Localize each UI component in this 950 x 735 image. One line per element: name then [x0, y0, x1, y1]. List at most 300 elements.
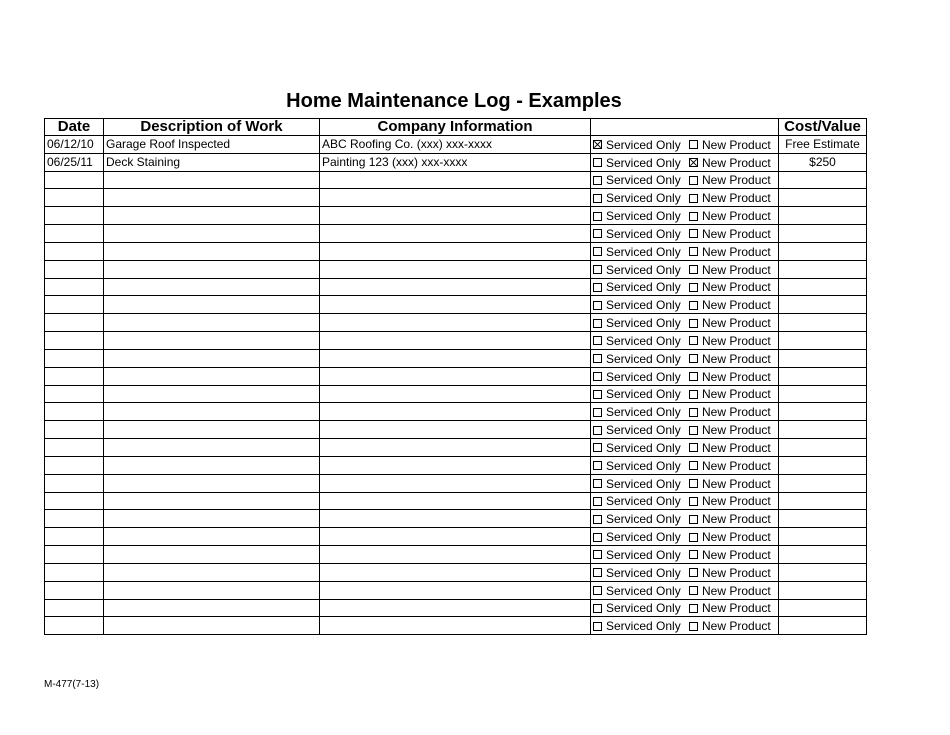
serviced-only-checkbox[interactable] [593, 515, 602, 524]
form-code: M-477(7-13) [44, 679, 100, 690]
new-product-checkbox[interactable] [689, 443, 698, 452]
serviced-only-option [593, 440, 689, 456]
new-product-option [689, 547, 771, 563]
serviced-only-checkbox[interactable] [593, 479, 602, 488]
table-row [45, 171, 867, 189]
date-cell[interactable] [45, 189, 104, 207]
serviced-only-label: Serviced Only [606, 512, 681, 527]
date-cell[interactable] [45, 510, 104, 528]
description-cell[interactable] [104, 207, 320, 225]
company-cell[interactable] [320, 207, 591, 225]
serviced-only-checkbox[interactable] [593, 194, 602, 203]
serviced-only-checkbox[interactable] [593, 586, 602, 595]
cost-cell[interactable] [779, 492, 867, 510]
company-cell[interactable] [320, 492, 591, 510]
serviced-only-label: Serviced Only [606, 280, 681, 295]
date-cell[interactable] [45, 278, 104, 296]
date-cell[interactable] [45, 225, 104, 243]
serviced-only-option [593, 190, 689, 206]
table-row [45, 207, 867, 225]
table-row [45, 314, 867, 332]
cost-cell[interactable] [779, 332, 867, 350]
serviced-only-label: Serviced Only [606, 458, 681, 473]
new-product-checkbox[interactable] [689, 301, 698, 310]
new-product-option [689, 422, 771, 438]
new-product-label: New Product [702, 209, 771, 224]
service-type-cell [591, 492, 779, 510]
company-cell[interactable] [320, 528, 591, 546]
new-product-label: New Product [702, 244, 771, 259]
company-cell[interactable] [320, 403, 591, 421]
date-cell[interactable] [45, 439, 104, 457]
serviced-only-option [593, 369, 689, 385]
column-header-date: Date [45, 119, 104, 136]
serviced-only-label: Serviced Only [606, 191, 681, 206]
new-product-option [689, 476, 771, 492]
new-product-checkbox[interactable] [689, 515, 698, 524]
service-type-cell [591, 260, 779, 278]
log-body [45, 136, 867, 635]
new-product-option [689, 262, 771, 278]
new-product-checkbox[interactable] [689, 568, 698, 577]
date-cell[interactable] [45, 528, 104, 546]
table-row [45, 385, 867, 403]
new-product-checkbox[interactable] [689, 550, 698, 559]
new-product-checkbox[interactable] [689, 319, 698, 328]
cost-cell[interactable] [779, 563, 867, 581]
description-cell[interactable] [104, 171, 320, 189]
service-type-cell [591, 403, 779, 421]
serviced-only-checkbox[interactable] [593, 622, 602, 631]
new-product-label: New Product [702, 387, 771, 402]
serviced-only-checkbox[interactable] [593, 140, 602, 149]
serviced-only-label: Serviced Only [606, 494, 681, 509]
date-cell[interactable] [45, 385, 104, 403]
serviced-only-checkbox[interactable] [593, 319, 602, 328]
new-product-checkbox[interactable] [689, 212, 698, 221]
service-type-cell [591, 171, 779, 189]
description-cell[interactable] [104, 349, 320, 367]
serviced-only-checkbox[interactable] [593, 550, 602, 559]
new-product-option [689, 226, 771, 242]
cost-cell[interactable] [779, 225, 867, 243]
date-cell[interactable] [45, 296, 104, 314]
date-cell[interactable] [45, 242, 104, 260]
new-product-label: New Product [702, 440, 771, 455]
serviced-only-label: Serviced Only [606, 369, 681, 384]
company-cell[interactable] [320, 349, 591, 367]
serviced-only-checkbox[interactable] [593, 568, 602, 577]
description-cell[interactable] [104, 242, 320, 260]
cost-cell[interactable] [779, 367, 867, 385]
date-cell[interactable] [45, 546, 104, 564]
new-product-option [689, 333, 771, 349]
description-cell[interactable] [104, 474, 320, 492]
date-cell[interactable] [45, 367, 104, 385]
date-cell[interactable]: 06/25/11 [45, 153, 104, 171]
serviced-only-option [593, 547, 689, 563]
cost-cell[interactable]: $250 [779, 153, 867, 171]
description-cell[interactable] [104, 385, 320, 403]
description-cell[interactable] [104, 314, 320, 332]
table-row [45, 136, 867, 154]
description-cell[interactable] [104, 332, 320, 350]
serviced-only-checkbox[interactable] [593, 247, 602, 256]
description-cell[interactable] [104, 367, 320, 385]
serviced-only-checkbox[interactable] [593, 158, 602, 167]
new-product-checkbox[interactable] [689, 604, 698, 613]
serviced-only-checkbox[interactable] [593, 301, 602, 310]
new-product-label: New Product [702, 530, 771, 545]
serviced-only-option [593, 315, 689, 331]
new-product-label: New Product [702, 458, 771, 473]
cost-cell[interactable] [779, 314, 867, 332]
new-product-checkbox[interactable] [689, 247, 698, 256]
serviced-only-checkbox[interactable] [593, 283, 602, 292]
service-type-cell [591, 225, 779, 243]
column-header-company: Company Information [320, 119, 591, 136]
column-header-cost: Cost/Value [779, 119, 867, 136]
cost-cell[interactable] [779, 599, 867, 617]
date-cell[interactable] [45, 207, 104, 225]
date-cell[interactable] [45, 171, 104, 189]
serviced-only-label: Serviced Only [606, 316, 681, 331]
new-product-label: New Product [702, 405, 771, 420]
new-product-option [689, 404, 771, 420]
date-cell[interactable] [45, 421, 104, 439]
company-cell[interactable] [320, 546, 591, 564]
company-cell[interactable] [320, 242, 591, 260]
new-product-option [689, 155, 771, 171]
date-cell[interactable] [45, 617, 104, 635]
table-row [45, 474, 867, 492]
service-type-cell [591, 439, 779, 457]
serviced-only-option [593, 244, 689, 260]
cost-cell[interactable] [779, 171, 867, 189]
service-type-cell [591, 528, 779, 546]
new-product-label: New Product [702, 316, 771, 331]
company-cell[interactable] [320, 510, 591, 528]
table-row [45, 546, 867, 564]
serviced-only-label: Serviced Only [606, 173, 681, 188]
date-cell[interactable] [45, 349, 104, 367]
date-cell[interactable] [45, 314, 104, 332]
serviced-only-option [593, 511, 689, 527]
new-product-option [689, 600, 771, 616]
new-product-checkbox[interactable] [689, 336, 698, 345]
description-cell[interactable] [104, 189, 320, 207]
serviced-only-option [593, 529, 689, 545]
new-product-label: New Product [702, 583, 771, 598]
new-product-checkbox[interactable] [689, 372, 698, 381]
new-product-checkbox[interactable] [689, 158, 698, 167]
company-cell[interactable] [320, 385, 591, 403]
service-type-cell [591, 189, 779, 207]
service-type-cell [591, 296, 779, 314]
service-type-cell [591, 332, 779, 350]
serviced-only-checkbox[interactable] [593, 497, 602, 506]
table-row [45, 617, 867, 635]
new-product-option [689, 369, 771, 385]
maintenance-log-table [44, 118, 867, 635]
company-cell[interactable] [320, 296, 591, 314]
serviced-only-label: Serviced Only [606, 298, 681, 313]
description-cell[interactable] [104, 492, 320, 510]
serviced-only-checkbox[interactable] [593, 229, 602, 238]
new-product-option [689, 190, 771, 206]
company-cell[interactable]: ABC Roofing Co. (xxx) xxx-xxxx [320, 136, 591, 154]
description-cell[interactable]: Deck Staining [104, 153, 320, 171]
new-product-label: New Product [702, 351, 771, 366]
serviced-only-checkbox[interactable] [593, 336, 602, 345]
description-cell[interactable] [104, 546, 320, 564]
cost-cell[interactable] [779, 581, 867, 599]
serviced-only-checkbox[interactable] [593, 408, 602, 417]
company-cell[interactable] [320, 599, 591, 617]
serviced-only-option [593, 386, 689, 402]
table-row [45, 599, 867, 617]
company-cell[interactable] [320, 439, 591, 457]
serviced-only-option [593, 493, 689, 509]
cost-cell[interactable] [779, 474, 867, 492]
serviced-only-label: Serviced Only [606, 476, 681, 491]
table-row [45, 492, 867, 510]
table-row [45, 278, 867, 296]
new-product-checkbox[interactable] [689, 533, 698, 542]
service-type-cell [591, 385, 779, 403]
cost-cell[interactable] [779, 528, 867, 546]
service-type-cell [591, 599, 779, 617]
date-cell[interactable] [45, 474, 104, 492]
description-cell[interactable] [104, 278, 320, 296]
new-product-label: New Product [702, 298, 771, 313]
serviced-only-checkbox[interactable] [593, 212, 602, 221]
cost-cell[interactable] [779, 349, 867, 367]
serviced-only-label: Serviced Only [606, 440, 681, 455]
company-cell[interactable] [320, 367, 591, 385]
serviced-only-label: Serviced Only [606, 583, 681, 598]
cost-cell[interactable] [779, 278, 867, 296]
serviced-only-checkbox[interactable] [593, 176, 602, 185]
table-row [45, 225, 867, 243]
cost-cell[interactable] [779, 546, 867, 564]
serviced-only-label: Serviced Only [606, 565, 681, 580]
cost-cell[interactable]: Free Estimate [779, 136, 867, 154]
serviced-only-option [593, 404, 689, 420]
serviced-only-checkbox[interactable] [593, 372, 602, 381]
company-cell[interactable] [320, 581, 591, 599]
serviced-only-label: Serviced Only [606, 155, 681, 170]
new-product-checkbox[interactable] [689, 497, 698, 506]
description-cell[interactable] [104, 510, 320, 528]
company-cell[interactable]: Painting 123 (xxx) xxx-xxxx [320, 153, 591, 171]
new-product-option [689, 511, 771, 527]
serviced-only-label: Serviced Only [606, 405, 681, 420]
new-product-checkbox[interactable] [689, 176, 698, 185]
date-cell[interactable] [45, 563, 104, 581]
cost-cell[interactable] [779, 242, 867, 260]
new-product-option [689, 493, 771, 509]
table-header-row [45, 119, 867, 136]
service-type-cell [591, 474, 779, 492]
serviced-only-option [593, 155, 689, 171]
new-product-label: New Product [702, 280, 771, 295]
description-cell[interactable] [104, 528, 320, 546]
cost-cell[interactable] [779, 510, 867, 528]
service-type-cell [591, 153, 779, 171]
new-product-label: New Product [702, 369, 771, 384]
service-type-cell [591, 421, 779, 439]
serviced-only-label: Serviced Only [606, 351, 681, 366]
date-cell[interactable] [45, 492, 104, 510]
date-cell[interactable] [45, 403, 104, 421]
table-row [45, 581, 867, 599]
serviced-only-option [593, 279, 689, 295]
new-product-checkbox[interactable] [689, 354, 698, 363]
company-cell[interactable] [320, 260, 591, 278]
cost-cell[interactable] [779, 421, 867, 439]
company-cell[interactable] [320, 421, 591, 439]
company-cell[interactable] [320, 314, 591, 332]
serviced-only-checkbox[interactable] [593, 354, 602, 363]
description-cell[interactable] [104, 581, 320, 599]
company-cell[interactable] [320, 474, 591, 492]
serviced-only-label: Serviced Only [606, 547, 681, 562]
serviced-only-option [593, 476, 689, 492]
description-cell[interactable] [104, 439, 320, 457]
cost-cell[interactable] [779, 260, 867, 278]
new-product-label: New Product [702, 476, 771, 491]
new-product-checkbox[interactable] [689, 140, 698, 149]
company-cell[interactable] [320, 278, 591, 296]
new-product-option [689, 244, 771, 260]
new-product-checkbox[interactable] [689, 426, 698, 435]
new-product-option [689, 386, 771, 402]
new-product-option [689, 458, 771, 474]
new-product-label: New Product [702, 512, 771, 527]
new-product-label: New Product [702, 494, 771, 509]
cost-cell[interactable] [779, 189, 867, 207]
new-product-option [689, 315, 771, 331]
serviced-only-option [593, 618, 689, 634]
column-header-description: Description of Work [104, 119, 320, 136]
service-type-cell [591, 563, 779, 581]
date-cell[interactable] [45, 260, 104, 278]
page-title: Home Maintenance Log - Examples [286, 90, 622, 112]
new-product-checkbox[interactable] [689, 265, 698, 274]
new-product-checkbox[interactable] [689, 408, 698, 417]
cost-cell[interactable] [779, 456, 867, 474]
table-row [45, 528, 867, 546]
new-product-label: New Product [702, 137, 771, 152]
cost-cell[interactable] [779, 207, 867, 225]
new-product-checkbox[interactable] [689, 390, 698, 399]
company-cell[interactable] [320, 617, 591, 635]
company-cell[interactable] [320, 332, 591, 350]
new-product-checkbox[interactable] [689, 283, 698, 292]
serviced-only-label: Serviced Only [606, 530, 681, 545]
new-product-checkbox[interactable] [689, 622, 698, 631]
serviced-only-checkbox[interactable] [593, 443, 602, 452]
description-cell[interactable] [104, 421, 320, 439]
serviced-only-checkbox[interactable] [593, 426, 602, 435]
new-product-checkbox[interactable] [689, 194, 698, 203]
service-type-cell [591, 207, 779, 225]
table-row [45, 456, 867, 474]
service-type-cell [591, 510, 779, 528]
new-product-checkbox[interactable] [689, 229, 698, 238]
service-type-cell [591, 546, 779, 564]
serviced-only-label: Serviced Only [606, 387, 681, 402]
company-cell[interactable] [320, 563, 591, 581]
cost-cell[interactable] [779, 385, 867, 403]
description-cell[interactable] [104, 260, 320, 278]
new-product-option [689, 618, 771, 634]
serviced-only-label: Serviced Only [606, 226, 681, 241]
description-cell[interactable] [104, 225, 320, 243]
description-cell[interactable] [104, 617, 320, 635]
cost-cell[interactable] [779, 439, 867, 457]
description-cell[interactable] [104, 563, 320, 581]
serviced-only-checkbox[interactable] [593, 604, 602, 613]
cost-cell[interactable] [779, 296, 867, 314]
serviced-only-checkbox[interactable] [593, 533, 602, 542]
description-cell[interactable] [104, 296, 320, 314]
serviced-only-label: Serviced Only [606, 244, 681, 259]
description-cell[interactable] [104, 599, 320, 617]
company-cell[interactable] [320, 225, 591, 243]
new-product-option [689, 565, 771, 581]
company-cell[interactable] [320, 189, 591, 207]
company-cell[interactable] [320, 456, 591, 474]
table-row [45, 153, 867, 171]
serviced-only-checkbox[interactable] [593, 390, 602, 399]
table-row [45, 421, 867, 439]
new-product-label: New Product [702, 173, 771, 188]
new-product-checkbox[interactable] [689, 461, 698, 470]
new-product-label: New Product [702, 619, 771, 634]
date-cell[interactable] [45, 456, 104, 474]
description-cell[interactable] [104, 456, 320, 474]
date-cell[interactable] [45, 581, 104, 599]
cost-cell[interactable] [779, 617, 867, 635]
serviced-only-option [593, 262, 689, 278]
new-product-option [689, 172, 771, 188]
new-product-option [689, 583, 771, 599]
column-header-options [591, 119, 779, 136]
service-type-cell [591, 581, 779, 599]
new-product-checkbox[interactable] [689, 479, 698, 488]
new-product-option [689, 440, 771, 456]
serviced-only-option [593, 172, 689, 188]
cost-cell[interactable] [779, 403, 867, 421]
table-row [45, 189, 867, 207]
table-row [45, 296, 867, 314]
serviced-only-checkbox[interactable] [593, 461, 602, 470]
date-cell[interactable]: 06/12/10 [45, 136, 104, 154]
new-product-option [689, 529, 771, 545]
company-cell[interactable] [320, 171, 591, 189]
new-product-label: New Product [702, 547, 771, 562]
new-product-checkbox[interactable] [689, 586, 698, 595]
description-cell[interactable] [104, 403, 320, 421]
date-cell[interactable] [45, 599, 104, 617]
description-cell[interactable]: Garage Roof Inspected [104, 136, 320, 154]
serviced-only-option [593, 137, 689, 153]
serviced-only-checkbox[interactable] [593, 265, 602, 274]
serviced-only-option [593, 226, 689, 242]
date-cell[interactable] [45, 332, 104, 350]
